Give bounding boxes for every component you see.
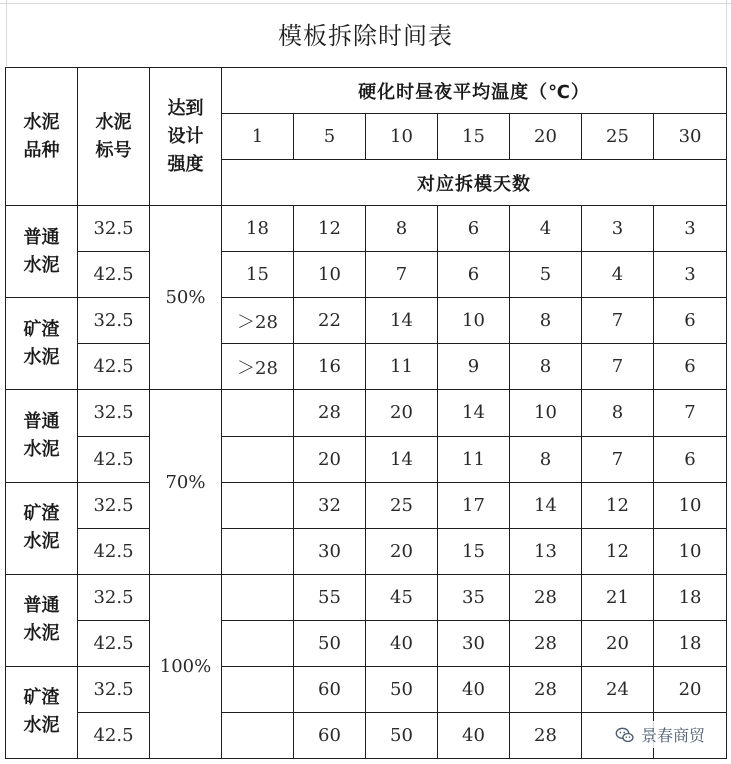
days-cell: 10	[654, 482, 727, 528]
days-cell	[222, 666, 294, 712]
table-row	[6, 666, 727, 712]
cement-grade-cell: 42.5	[78, 528, 150, 574]
cement-type-line: 矿渣	[23, 318, 60, 340]
table-row	[6, 528, 727, 574]
days-cell: 20	[366, 528, 438, 574]
days-cell: 50	[366, 712, 438, 758]
days-cell: 4	[510, 206, 582, 252]
strength-cell: 50%	[150, 206, 222, 390]
cement-type-cell	[6, 206, 78, 298]
days-cell: ＞28	[222, 344, 294, 390]
days-cell: 60	[294, 712, 366, 758]
days-cell: 8	[510, 344, 582, 390]
days-cell: 20	[366, 390, 438, 436]
table-row	[6, 344, 727, 390]
days-cell	[222, 436, 294, 482]
cement-type-cell	[6, 390, 78, 482]
days-cell: 12	[582, 482, 654, 528]
cement-type-line: 水泥	[23, 623, 60, 645]
days-cell: 6	[654, 344, 727, 390]
header-temp-10: 10	[366, 114, 438, 160]
table-row	[6, 482, 727, 528]
days-cell: 3	[654, 206, 727, 252]
header-line: 设计	[167, 125, 204, 147]
cement-grade-cell: 42.5	[78, 436, 150, 482]
header-temp-5: 5	[294, 114, 366, 160]
cement-type-line: 普通	[23, 595, 60, 617]
page-title: 模板拆除时间表	[278, 21, 453, 50]
cement-grade-cell: 32.5	[78, 574, 150, 620]
days-cell: 14	[510, 482, 582, 528]
days-cell: 10	[294, 252, 366, 298]
days-cell: 10	[438, 298, 510, 344]
table-row	[6, 620, 727, 666]
days-cell: 18	[654, 620, 727, 666]
cement-type-line: 水泥	[23, 254, 60, 276]
header-line: 水泥	[95, 111, 132, 133]
days-cell: 11	[438, 436, 510, 482]
days-cell: 35	[438, 574, 510, 620]
days-cell: 45	[366, 574, 438, 620]
header-line: 品种	[23, 139, 60, 161]
cement-type-line: 水泥	[23, 531, 60, 553]
days-cell: 7	[582, 298, 654, 344]
days-cell: 20	[582, 620, 654, 666]
demolding-schedule-table	[5, 67, 727, 759]
header-cement-type	[6, 68, 78, 206]
days-cell: 14	[366, 298, 438, 344]
days-cell: 20	[294, 436, 366, 482]
days-cell: 4	[582, 252, 654, 298]
days-cell: 28	[294, 390, 366, 436]
days-cell	[222, 574, 294, 620]
days-cell: 8	[582, 390, 654, 436]
days-cell: 14	[366, 436, 438, 482]
days-cell: 8	[366, 206, 438, 252]
header-design-strength	[150, 68, 222, 206]
days-cell: 6	[654, 436, 727, 482]
strength-cell: 100%	[150, 574, 222, 758]
days-cell: 7	[366, 252, 438, 298]
days-cell: 10	[510, 390, 582, 436]
days-cell: ＞28	[222, 298, 294, 344]
days-cell: 10	[654, 528, 727, 574]
days-cell: 8	[510, 298, 582, 344]
days-cell: 13	[510, 528, 582, 574]
days-cell: 28	[510, 620, 582, 666]
cement-grade-cell: 42.5	[78, 620, 150, 666]
days-cell: 30	[294, 528, 366, 574]
cement-grade-cell: 42.5	[78, 712, 150, 758]
days-cell: 30	[438, 620, 510, 666]
days-cell: 28	[510, 574, 582, 620]
cement-grade-cell: 32.5	[78, 298, 150, 344]
cement-grade-cell: 42.5	[78, 344, 150, 390]
header-line: 标号	[95, 139, 132, 161]
days-cell: 12	[582, 528, 654, 574]
days-cell: 50	[366, 666, 438, 712]
days-cell: 50	[294, 620, 366, 666]
days-cell: 28	[510, 712, 582, 758]
days-cell: 17	[438, 482, 510, 528]
table-row	[6, 298, 727, 344]
table-row	[6, 436, 727, 482]
days-cell: 22	[294, 298, 366, 344]
days-cell: 6	[438, 206, 510, 252]
days-cell: 11	[366, 344, 438, 390]
wechat-icon	[615, 725, 635, 745]
days-cell: 20	[654, 666, 727, 712]
cement-type-cell	[6, 666, 78, 758]
cement-type-cell	[6, 482, 78, 574]
days-cell: 40	[438, 712, 510, 758]
cement-type-line: 矿渣	[23, 503, 60, 525]
days-cell: 3	[582, 206, 654, 252]
days-cell: 6	[654, 298, 727, 344]
days-cell: 7	[654, 390, 727, 436]
cement-grade-cell: 32.5	[78, 390, 150, 436]
header-line: 水泥	[23, 111, 60, 133]
cement-type-line: 水泥	[23, 715, 60, 737]
header-temp-30: 30	[654, 114, 727, 160]
days-cell	[222, 620, 294, 666]
days-cell	[222, 528, 294, 574]
cement-type-line: 水泥	[23, 439, 60, 460]
days-cell: 24	[582, 666, 654, 712]
header-temp-15: 15	[438, 114, 510, 160]
days-cell: 5	[510, 252, 582, 298]
cement-grade-cell: 42.5	[78, 252, 150, 298]
cement-type-cell	[6, 574, 78, 666]
table-row	[6, 574, 727, 620]
cement-type-cell	[6, 298, 78, 390]
days-cell: 7	[582, 436, 654, 482]
days-cell: 3	[654, 252, 727, 298]
days-cell: 28	[510, 666, 582, 712]
header-temp-25: 25	[582, 114, 654, 160]
days-cell: 18	[222, 206, 294, 252]
header-line: 强度	[167, 153, 204, 175]
cement-type-line: 普通	[23, 411, 60, 432]
watermark-text: 景春商贸	[640, 726, 705, 745]
days-cell: 18	[654, 574, 727, 620]
days-cell: 40	[438, 666, 510, 712]
strength-cell: 70%	[150, 390, 222, 574]
table-row	[6, 390, 727, 436]
cement-grade-cell: 32.5	[78, 666, 150, 712]
header-line: 达到	[167, 97, 204, 119]
header-temperature-group: 硬化时昼夜平均温度（℃）	[222, 68, 727, 114]
table-row	[6, 206, 727, 252]
days-cell	[222, 390, 294, 436]
header-cement-grade	[78, 68, 150, 206]
cement-grade-cell: 32.5	[78, 206, 150, 252]
days-cell: 9	[438, 344, 510, 390]
days-cell: 55	[294, 574, 366, 620]
table-row	[6, 252, 727, 298]
days-cell: 7	[582, 344, 654, 390]
days-cell: 15	[222, 252, 294, 298]
watermark	[611, 721, 709, 748]
days-cell: 21	[582, 574, 654, 620]
days-cell: 15	[438, 528, 510, 574]
days-cell: 12	[294, 206, 366, 252]
days-cell: 32	[294, 482, 366, 528]
days-cell	[222, 712, 294, 758]
cement-type-line: 水泥	[23, 346, 60, 368]
cement-grade-cell: 32.5	[78, 482, 150, 528]
days-cell: 60	[294, 666, 366, 712]
days-cell	[222, 482, 294, 528]
cement-type-line: 矿渣	[23, 687, 60, 709]
header-days-group: 对应拆模天数	[222, 160, 727, 206]
days-cell: 14	[438, 390, 510, 436]
header-temp-1: 1	[222, 114, 294, 160]
cement-type-line: 普通	[23, 226, 60, 248]
days-cell: 16	[294, 344, 366, 390]
header-temp-20: 20	[510, 114, 582, 160]
days-cell: 8	[510, 436, 582, 482]
days-cell: 40	[366, 620, 438, 666]
days-cell: 25	[366, 482, 438, 528]
days-cell: 6	[438, 252, 510, 298]
